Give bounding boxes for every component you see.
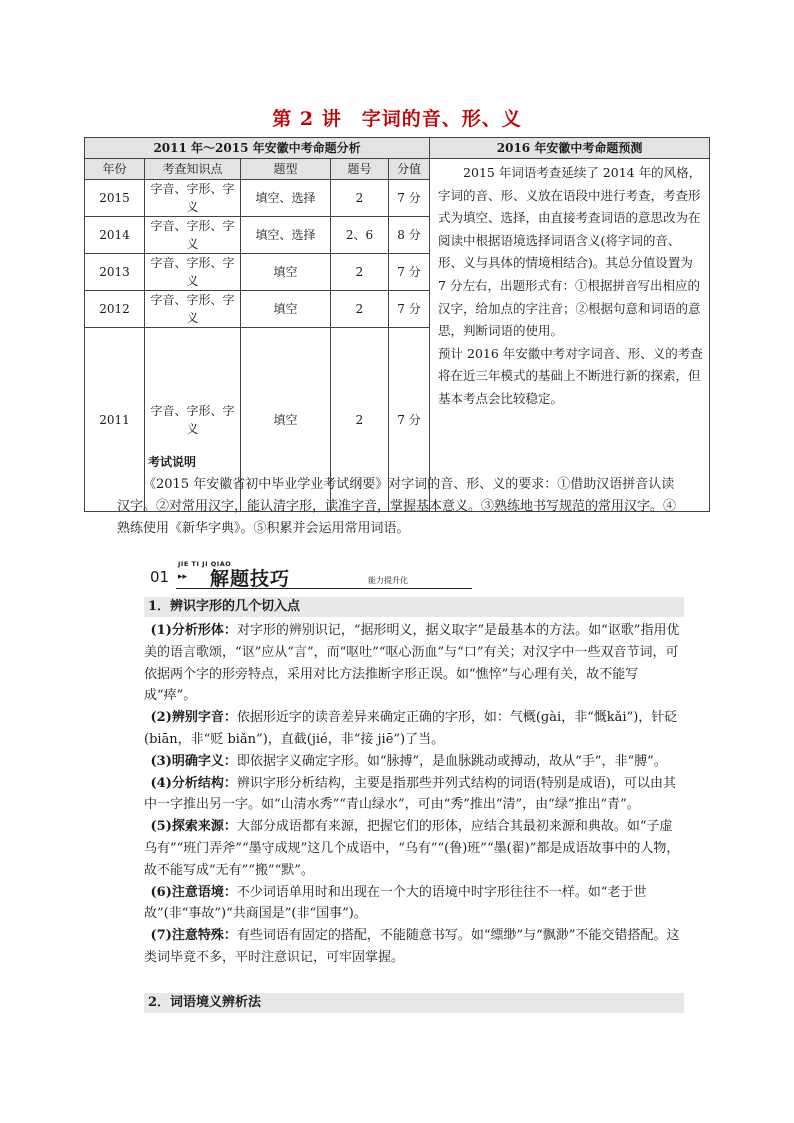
row-score: 7 分 (389, 180, 430, 217)
banner-rule (176, 588, 472, 589)
row-type: 填空、选择 (241, 217, 331, 254)
row-type: 填空 (241, 328, 331, 512)
row-type: 填空、选择 (241, 180, 331, 217)
row-score: 7 分 (389, 254, 430, 291)
col-year-header: 年份 (85, 159, 145, 180)
tip-lead: (6)注意语境： (150, 884, 237, 900)
row-num: 2 (331, 291, 389, 328)
row-type: 填空 (241, 254, 331, 291)
tip-text: 依据形近字的读音差异来确定正确的字形，如：气概(ɡài，非“慨kǎi”)，针砭(biān，非“贬 biǎn”)，直截(jié，非“接 jiē”)了当。 (144, 710, 678, 747)
row-num: 2、6 (331, 217, 389, 254)
section-pinyin: JIE TI JI QIAO (178, 560, 232, 568)
row-score: 8 分 (389, 217, 430, 254)
double-arrow-icon: ▸▸ (178, 572, 188, 582)
tips-list (144, 620, 684, 969)
tip-item (144, 620, 684, 707)
row-year: 2014 (85, 217, 145, 254)
tip-item (144, 925, 684, 969)
row-points: 字音、字形、字义 (145, 328, 241, 512)
section-banner (150, 560, 472, 592)
row-num: 2 (331, 180, 389, 217)
tip-text: 辨识字形分析结构，主要是指那些并列式结构的词语(特别是成语)，可以由其中一字推出另一字。如“山清水秀”“青山绿水”，可由“秀”推出“清”，由“绿”推出“青”。 (144, 775, 677, 813)
section-number: 01 (150, 568, 170, 586)
col-num-header: 题号 (331, 159, 389, 180)
tip-item (144, 816, 684, 881)
heading-1: 1．辨识字形的几个切入点 (144, 597, 684, 617)
heading-2: 2．词语境义辨析法 (144, 993, 684, 1013)
row-year: 2012 (85, 291, 145, 328)
prediction-text (430, 159, 710, 512)
exam-text: 《2015 年安徽省初中毕业学业考试纲要》对字词的音、形、义的要求：①借助汉语拼音认读汉字。②对常用汉字，能认清字形，读准字音，掌握基本意义。③熟练地书写规范的常用汉字。④熟练使用《新华字典》。⑤积累并会运用常用词语。 (117, 477, 677, 536)
section-subtitle: 能力提升化 (368, 576, 408, 585)
tip-text: 有些词语有固定的搭配，不能随意书写。如“缥缈”与“飘渺”不能交错搭配。这类词毕竟不多，平时注意识记，可牢固掌握。 (144, 928, 680, 965)
row-num: 2 (331, 328, 389, 512)
row-points: 字音、字形、字义 (145, 291, 241, 328)
row-year: 2015 (85, 180, 145, 217)
tip-lead: (4)分析结构： (150, 775, 237, 791)
tip-lead: (2)辨别字音： (150, 710, 237, 726)
tip-text: 不少词语单用时和出现在一个大的语境中时字形往往不一样。如“老于世故”(非“事故”)“共商国是”(非“国事”)。 (144, 884, 647, 922)
tip-item (144, 882, 684, 926)
analysis-header: 2011 年～2015 年安徽中考命题分析 (85, 138, 430, 159)
tip-text: 即依据字义确定字形。如“脉搏”，是血脉跳动或搏动，故从“手”，非“膊”。 (236, 753, 667, 769)
tip-text: 对字形的辨别识记，“据形明义，据义取字”是最基本的方法。如“讴歌”指用优美的语言歌颂，“讴”应从“言”，而“呕吐”“呕心沥血”与“口”有关；对汉字中一些双音节词，可依据两个字的形旁特点，采用对比方法推断字形正误。如“憔悴”与心理有关，故不能写成“瘁”。 (144, 623, 680, 704)
col-points-header: 考查知识点 (145, 159, 241, 180)
col-type-header: 题型 (241, 159, 331, 180)
page-title: 第 2 讲 字词的音、形、义 (272, 108, 522, 130)
row-num: 2 (331, 254, 389, 291)
row-year: 2011 (85, 328, 145, 512)
row-score: 7 分 (389, 291, 430, 328)
row-points: 字音、字形、字义 (145, 180, 241, 217)
tip-lead: (1)分析形体： (150, 623, 237, 638)
row-points: 字音、字形、字义 (145, 217, 241, 254)
prediction-header: 2016 年安徽中考命题预测 (430, 138, 710, 159)
tip-item (144, 751, 684, 773)
exam-title: 考试说明 (148, 455, 197, 469)
tip-lead: (5)探索来源： (150, 819, 237, 835)
row-type: 填空 (241, 291, 331, 328)
tip-lead: (7)注意特殊： (150, 928, 237, 944)
row-score: 7 分 (389, 328, 430, 512)
tip-lead: (3)明确字义： (150, 753, 237, 769)
tip-text: 大部分成语都有来源，把握它们的形体，应结合其最初来源和典故。如“子虚乌有”“班门弄斧”“墨守成规”这几个成语中，“乌有”“(鲁)班”“墨(翟)”都是成语故事中的人物，故不能写成“无有”“搬”“默”。 (144, 819, 680, 878)
tip-item (144, 707, 684, 751)
row-points: 字音、字形、字义 (145, 254, 241, 291)
prediction-paragraph-2: 预计 2016 年安徽中考对字词音、形、义的考查将在近三年模式的基础上不断进行新的探索，但基本考点会比较稳定。 (438, 345, 703, 406)
row-year: 2013 (85, 254, 145, 291)
prediction-paragraph-1: 2015 年词语考查延续了 2014 年的风格，字词的音、形、义放在语段中进行考查，考查形式为填空、选择，由直接考查词语的意思改为在阅读中根据语境选择词语含义(将字词的音、形、义与具体的情境相结合)。其总分值设置为 7 分左右，出题形式有：①根据拼音写出相应的汉字，给加点的字注音；②根据句意和词语的意思，判断词语的使用。 (438, 165, 702, 339)
section-title: 解题技巧 (210, 568, 291, 590)
col-score-header: 分值 (389, 159, 430, 180)
tip-item (144, 773, 684, 817)
